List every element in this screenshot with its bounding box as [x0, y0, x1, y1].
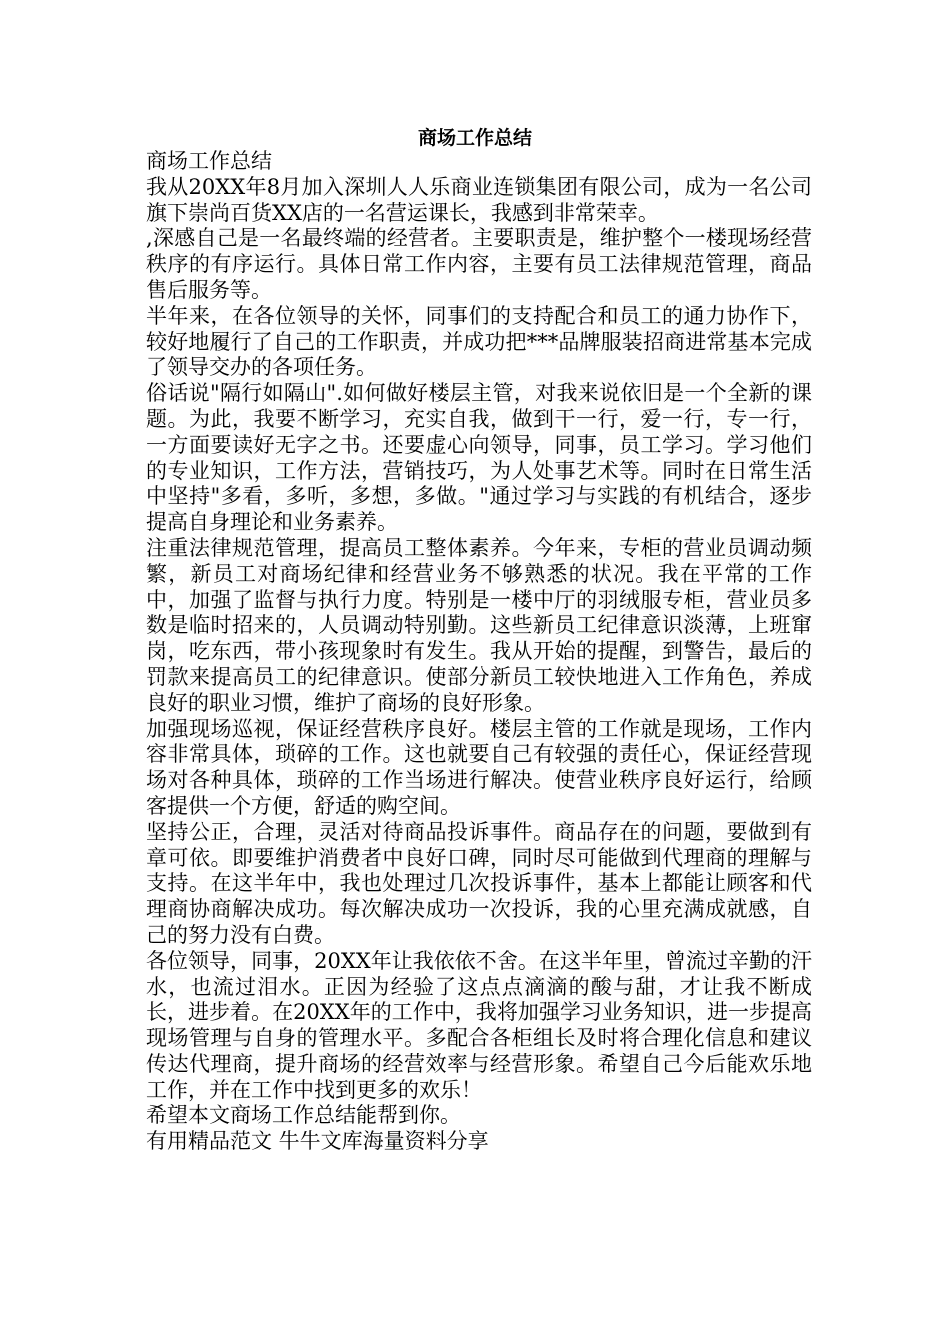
paragraph-complaints: 坚持公正，合理，灵活对待商品投诉事件。商品存在的问题，要做到有章可依。即要维护消费者中良好口碑，同时尽可能做到代理商的理解与支持。在这半年中，我也处理过几次投诉事件，基本上都能让顾客和代理商协商解决成功。每次解决成功一次投诉，我的心里充满成就感，自己的努力没有白费。: [146, 819, 812, 947]
paragraph-wish: 希望本文商场工作总结能帮到你。: [146, 1103, 461, 1128]
paragraph-learning: 俗话说"隔行如隔山".如何做好楼层主管，对我来说依旧是一个全新的课题。为此，我要不断学习，充实自我，做到干一行，爱一行，专一行，一方面要读好无字之书。还要虚心向领导，同事，员工学习。学习他们的专业知识，工作方法，营销技巧，为人处事艺术等。同时在日常生活中坚持"多看，多听，多想，多做。"通过学习与实践的有机结合，逐步提高自身理论和业务素养。: [146, 381, 812, 535]
paragraph-law-management: 注重法律规范管理，提高员工整体素养。今年来，专柜的营业员调动频繁，新员工对商场纪律和经营业务不够熟悉的状况。我在平常的工作中，加强了监督与执行力度。特别是一楼中厅的羽绒服专柜，营业员多数是临时招来的，人员调动特别勤。这些新员工纪律意识淡薄，上班窜岗，吃东西，带小孩现象时有发生。我从开始的提醒，到警告，最后的罚款来提高员工的纪律意识。使部分新员工较快地进入工作角色，养成良好的职业习惯，维护了商场的良好形象。: [146, 535, 812, 715]
document-body: [146, 149, 812, 1155]
paragraph-closing: 各位领导，同事，20XX年让我依依不舍。在这半年里，曾流过辛勤的汗水，也流过泪水。正因为经验了这点点滴滴的酸与甜，才让我不断成长，进步着。在20XX年的工作中，我将加强学习业务知识，进一步提高现场管理与自身的管理水平。多配合各柜组长及时将合理化信息和建议传达代理商，提升商场的经营效率与经营形象。希望自己今后能欢乐地工作，并在工作中找到更多的欢乐！: [146, 948, 812, 1102]
document-title: 商场工作总结: [417, 127, 532, 149]
paragraph-footer-note: 有用精品范文 牛牛文库海量资料分享: [146, 1129, 489, 1154]
paragraph-heading: 商场工作总结: [146, 149, 272, 173]
paragraph-duties: ,深感自己是一名最终端的经营者。主要职责是，维护整个一楼现场经营秩序的有序运行。具体日常工作内容，主要有员工法律规范管理，商品售后服务等。: [146, 226, 812, 302]
paragraph-half-year: 半年来，在各位领导的关怀，同事们的支持配合和员工的通力协作下，较好地履行了自己的工作职责，并成功把***品牌服装招商进常基本完成了领导交办的各项任务。: [146, 303, 812, 380]
paragraph-intro: 我从20XX年8月加入深圳人人乐商业连锁集团有限公司，成为一名公司旗下崇尚百货XX店的一名营运课长，我感到非常荣幸。: [146, 174, 812, 225]
paragraph-site-patrol: 加强现场巡视，保证经营秩序良好。楼层主管的工作就是现场，工作内容非常具体，琐碎的工作。这也就要自己有较强的责任心，保证经营现场对各种具体，琐碎的工作当场进行解决。使营业秩序良好运行，给顾客提供一个方便，舒适的购空间。: [146, 716, 812, 818]
